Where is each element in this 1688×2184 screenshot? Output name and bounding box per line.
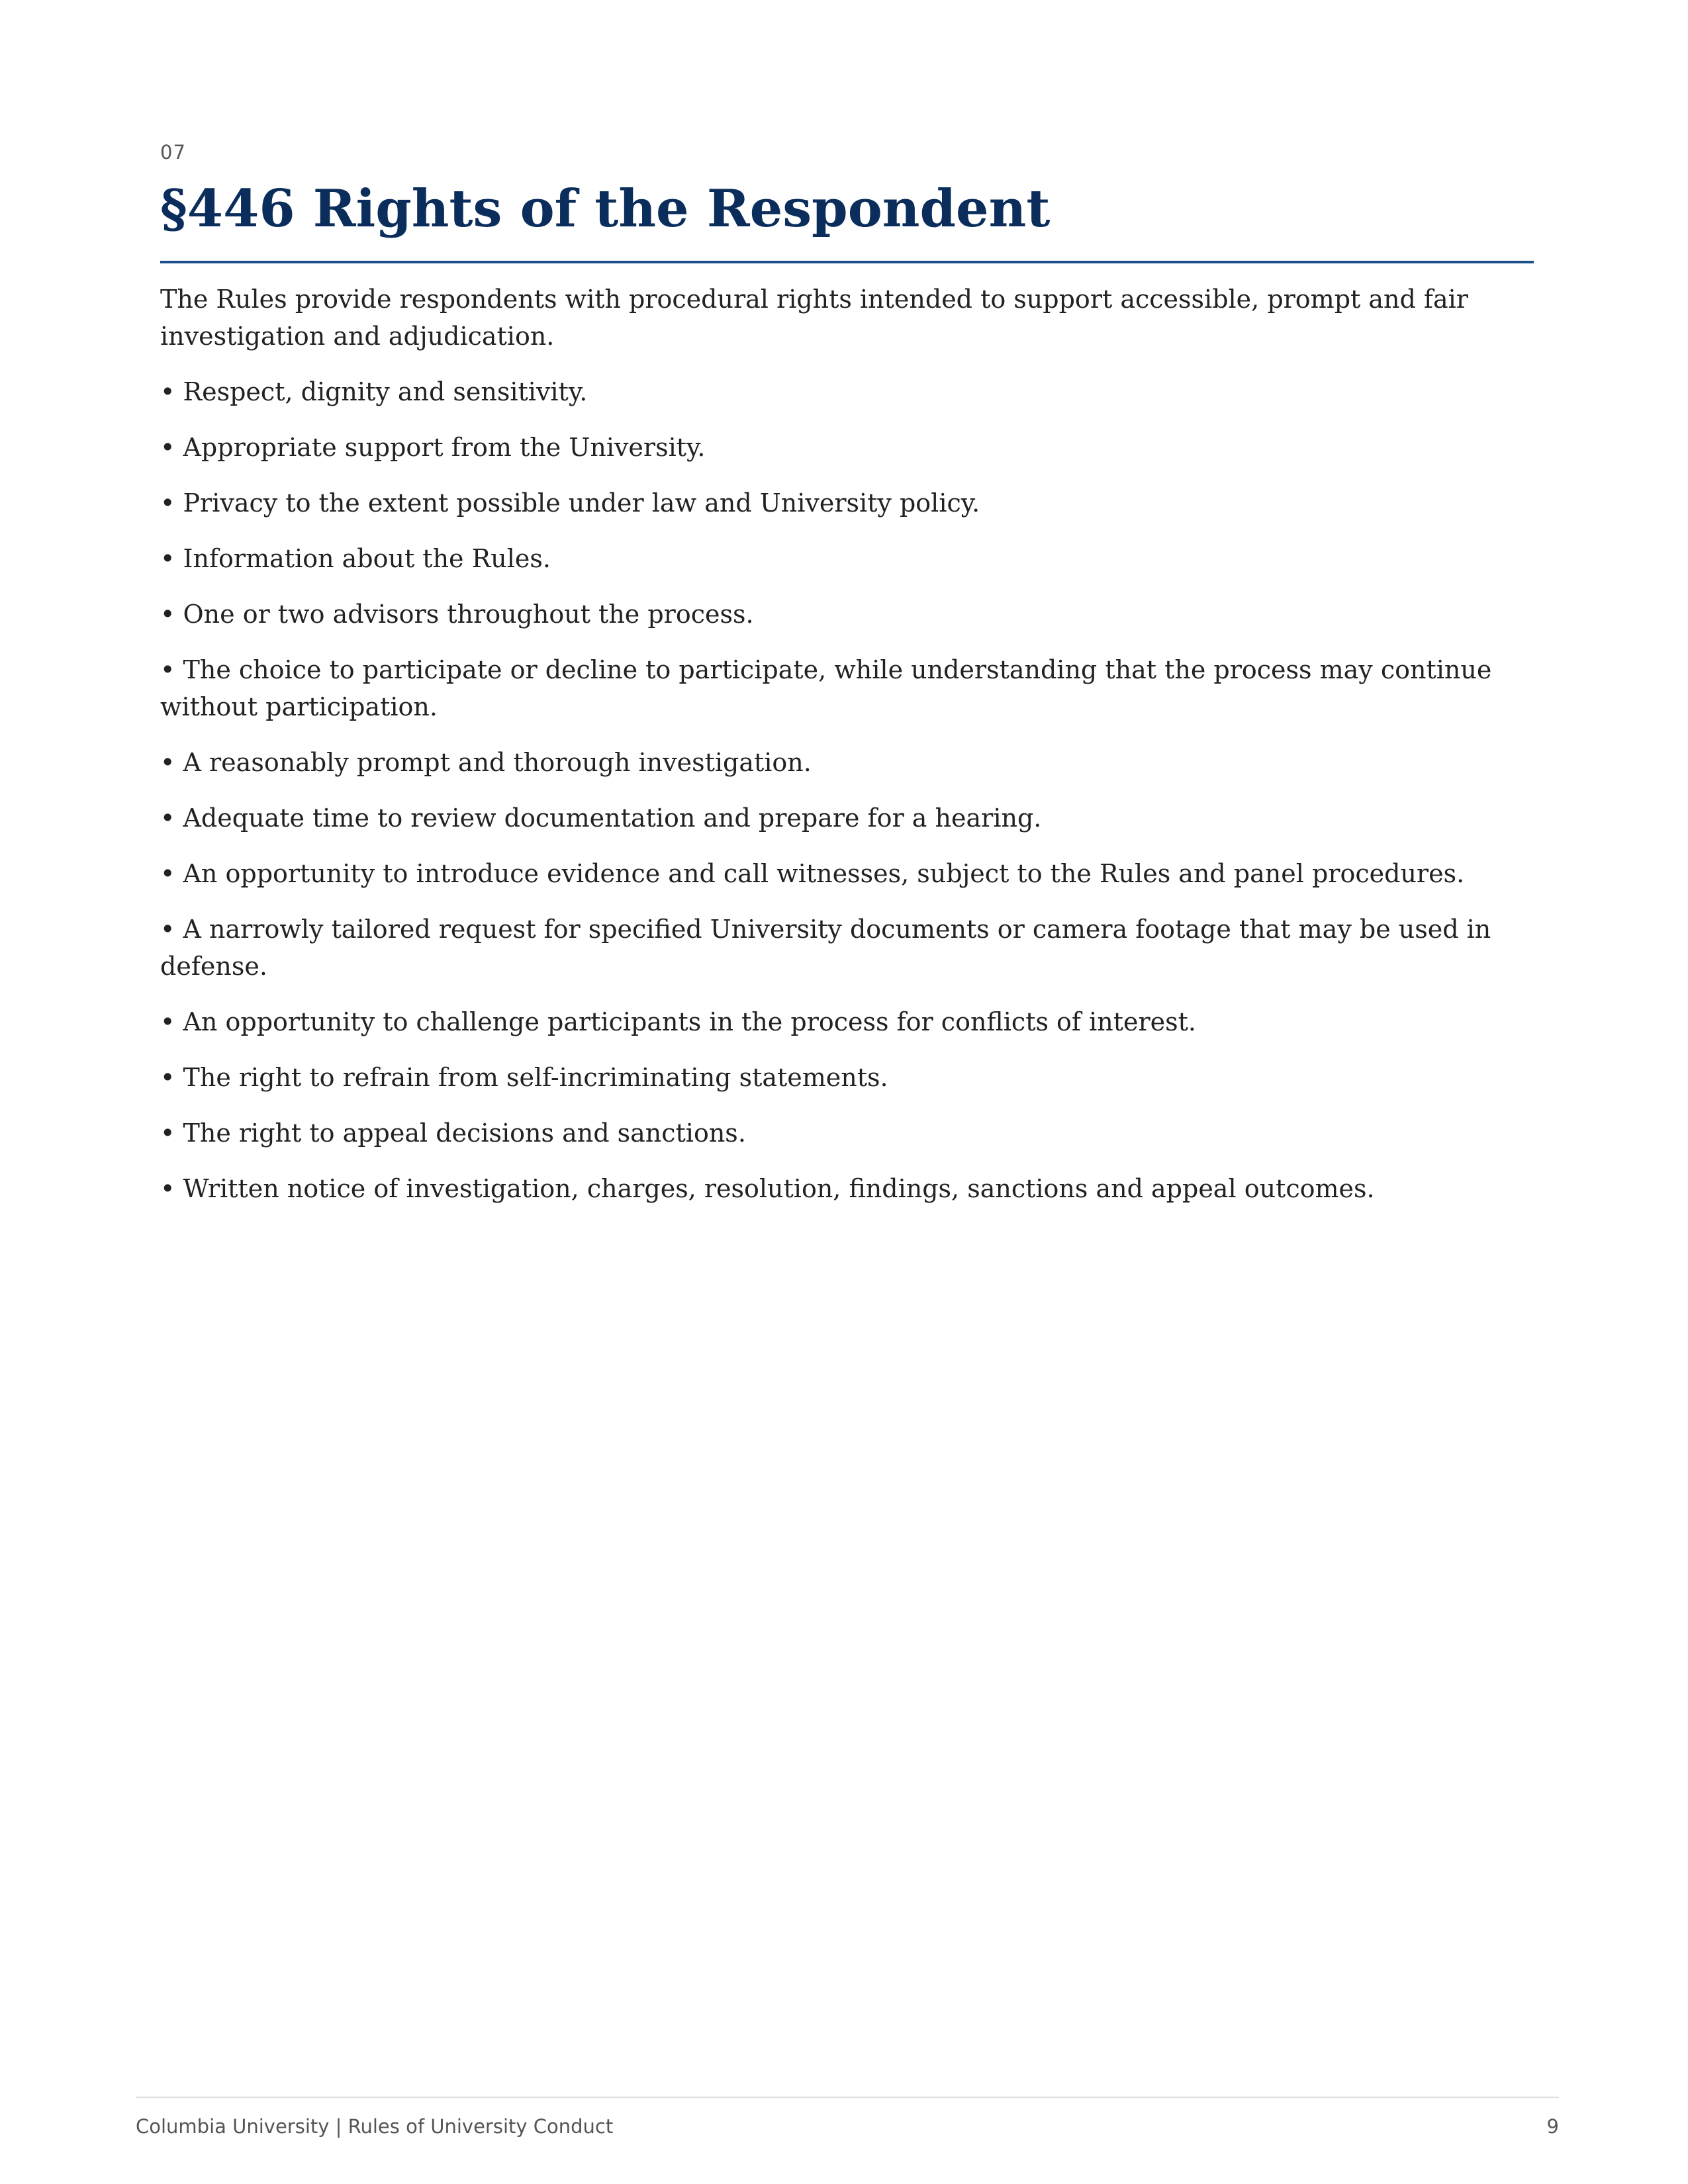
list-item: • Information about the Rules.: [160, 544, 551, 573]
list-item: • The right to appeal decisions and sanctions.: [160, 1118, 746, 1148]
list-item: • Adequate time to review documentation and prepare for a hearing.: [160, 803, 1042, 833]
list-item: • The right to refrain from self-incriminating statements.: [160, 1063, 888, 1092]
list-item: • Written notice of investigation, charges, resolution, findings, sanctions and appeal outcomes.: [160, 1174, 1375, 1203]
section-title: §446 Rights of the Respondent: [160, 177, 1534, 263]
page-number: 9: [1546, 2115, 1559, 2138]
page-content: [160, 140, 1534, 1207]
list-item: • An opportunity to challenge participants in the process for conflicts of interest.: [160, 1007, 1196, 1036]
rights-list: [160, 373, 1534, 1207]
list-item: • Privacy to the extent possible under law and University policy.: [160, 488, 980, 518]
list-item: • A reasonably prompt and thorough investigation.: [160, 748, 812, 777]
intro-paragraph: The Rules provide respondents with procedural rights intended to support accessible, prompt and fair investigation and adjudication.: [160, 285, 1468, 351]
list-item: • An opportunity to introduce evidence and call witnesses, subject to the Rules and panel procedures.: [160, 859, 1465, 888]
list-item: • The choice to participate or decline to participate, while understanding that the process may continue without participation.: [160, 655, 1492, 721]
list-item: • Respect, dignity and sensitivity.: [160, 377, 588, 406]
list-item: • A narrowly tailored request for specified University documents or camera footage that may be used in defense.: [160, 915, 1491, 981]
list-item: • One or two advisors throughout the process.: [160, 600, 754, 629]
footer-publication: Columbia University | Rules of University Conduct: [136, 2115, 614, 2138]
list-item: • Appropriate support from the University.: [160, 433, 706, 462]
section-number: 07: [160, 141, 186, 163]
page-footer: [136, 2097, 1559, 2138]
